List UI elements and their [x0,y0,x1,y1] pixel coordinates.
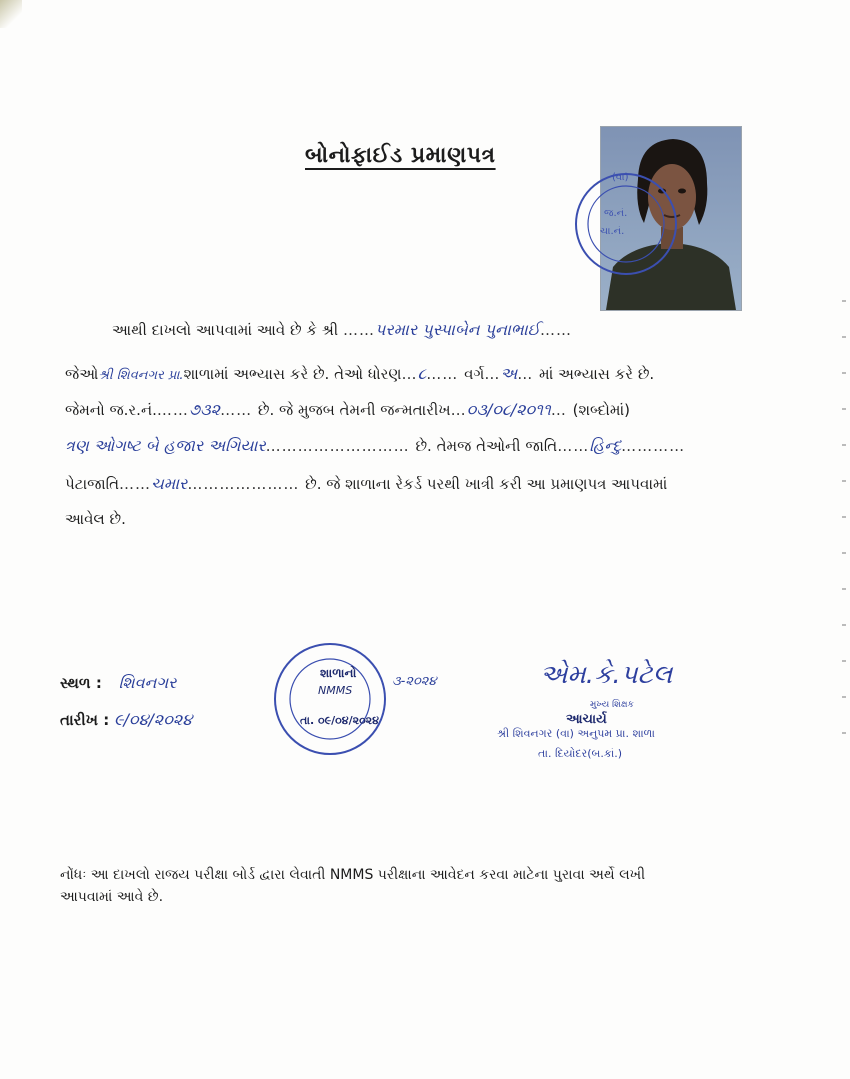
scan-corner-mark [0,0,22,28]
p5-text: છે. જે શાળાના રેકર્ડ પરથી ખાત્રી કરી આ પ્રમાણપત્ર આપવામાં [305,475,668,493]
school-name-handwritten: શ્રી શિવનગર પ્રા. [98,368,184,383]
note-line-1: નોંધઃ આ દાખલો રાજય પરીક્ષા બોર્ડ દ્વારા લેવાતી NMMS પરીક્ષાના આવેદન કરવા માટેના પુરાવા અર્થે લખી [60,867,646,883]
signature-role-2: આચાર્ય [566,712,607,727]
p2-mid: શાળામાં અભ્યાસ કરે છે. તેઓ ધોરણ [183,365,402,383]
page-title: બોનોફાઈડ પ્રમાણપત્ર [305,143,496,168]
register-label: જેમનો જ.ર.નં. [65,401,157,419]
stamp-line-3: ૩-૨૦૨૪ [392,674,437,689]
stamp-line-1: શાળાનો [320,666,357,680]
scan-edge-marks [842,300,846,760]
stamp-line-4: તા. ૦૯/૦૪/૨૦૨૪ [300,714,379,727]
caste-label: છે. તેમજ તેઓની જાતિ [415,437,558,455]
p2-suffix: માં અભ્યાસ કરે છે. [539,365,655,383]
paragraph-line-4: ત્રણ ઓગષ્ટ બે હજાર અગિયાર……………………… છે. તેમજ તેઓની જાતિ……હિન્દુ………… [65,436,686,455]
photo-stamp [568,168,688,280]
signature-taluka: તા. દિયોદર(બ.કાં.) [538,747,623,760]
paragraph-line-1: આથી દાખલો આપવામાં આવે છે કે શ્રી ……પરમાર પુસ્પાબેન પુનાભાઈ…… [112,320,572,339]
date-label: તારીખ : [60,711,110,729]
standard-value: ૮ [417,364,427,383]
subcaste-label: પેટાજાતિ [65,475,120,493]
caste-value: હિન્દુ [589,436,622,455]
division-value: અ [500,364,518,383]
p2-prefix: જેઓ [65,365,99,383]
student-name: પરમાર પુસ્પાબેન પુનાભાઈ [374,320,540,339]
subcaste-value: ચમાર [151,474,188,493]
in-words-label: (શબ્દોમાં) [572,401,631,419]
place-label: સ્થળ : [60,674,102,692]
paragraph-line-2: જેઓશ્રી શિવનગર પ્રા.શાળામાં અભ્યાસ કરે છે. તેઓ ધોરણ…૮…… વર્ગ…અ… માં અભ્યાસ કરે છે. [65,364,655,383]
note-line-2: આપવામાં આવે છે. [60,889,164,905]
stamp-line-2: NMMS [318,684,353,697]
place-row [60,673,176,693]
signature-school: શ્રી શિવનગર (વા) અનુપમ પ્રા. શાળા [497,727,655,740]
school-round-stamp [270,640,390,758]
paragraph-line-3: જેમનો જ.ર.નં.……૭૩૨…… છે. જે મુજબ તેમની જન્મતારીખ…૦૩/૦૮/૨૦૧૧… (શબ્દોમાં) [65,400,631,419]
register-number: ૭૩૨ [188,400,221,419]
birth-date-in-words: ત્રણ ઓગષ્ટ બે હજાર અગિયાર [65,436,266,455]
handwritten-signature: એમ.કે.પટેલ [540,660,673,690]
birthdate-label: છે. જે મુજબ તેમની જન્મતારીખ [257,401,451,419]
photo-stamp-text-1: (વા) [612,172,629,183]
photo-stamp-text-3: ચા.નં. [600,226,625,237]
class-label: વર્ગ [464,365,485,383]
signature-role: મુખ્ય શિક્ષક [590,700,634,710]
paragraph-line-6: આવેલ છે. [65,510,126,528]
photo-stamp-text-2: જ.નં. [604,208,628,219]
place-value: શિવનગર [118,673,177,692]
intro-text: આથી દાખલો આપવામાં આવે છે કે શ્રી [112,321,339,339]
date-value: ૯/૦૪/૨૦૨૪ [114,710,193,729]
birth-date: ૦૩/૦૮/૨૦૧૧ [466,400,551,419]
date-row [60,710,192,730]
paragraph-line-5: પેટાજાતિ……ચમાર………………… છે. જે શાળાના રેકર્ડ પરથી ખાત્રી કરી આ પ્રમાણપત્ર આપવામાં [65,474,668,493]
